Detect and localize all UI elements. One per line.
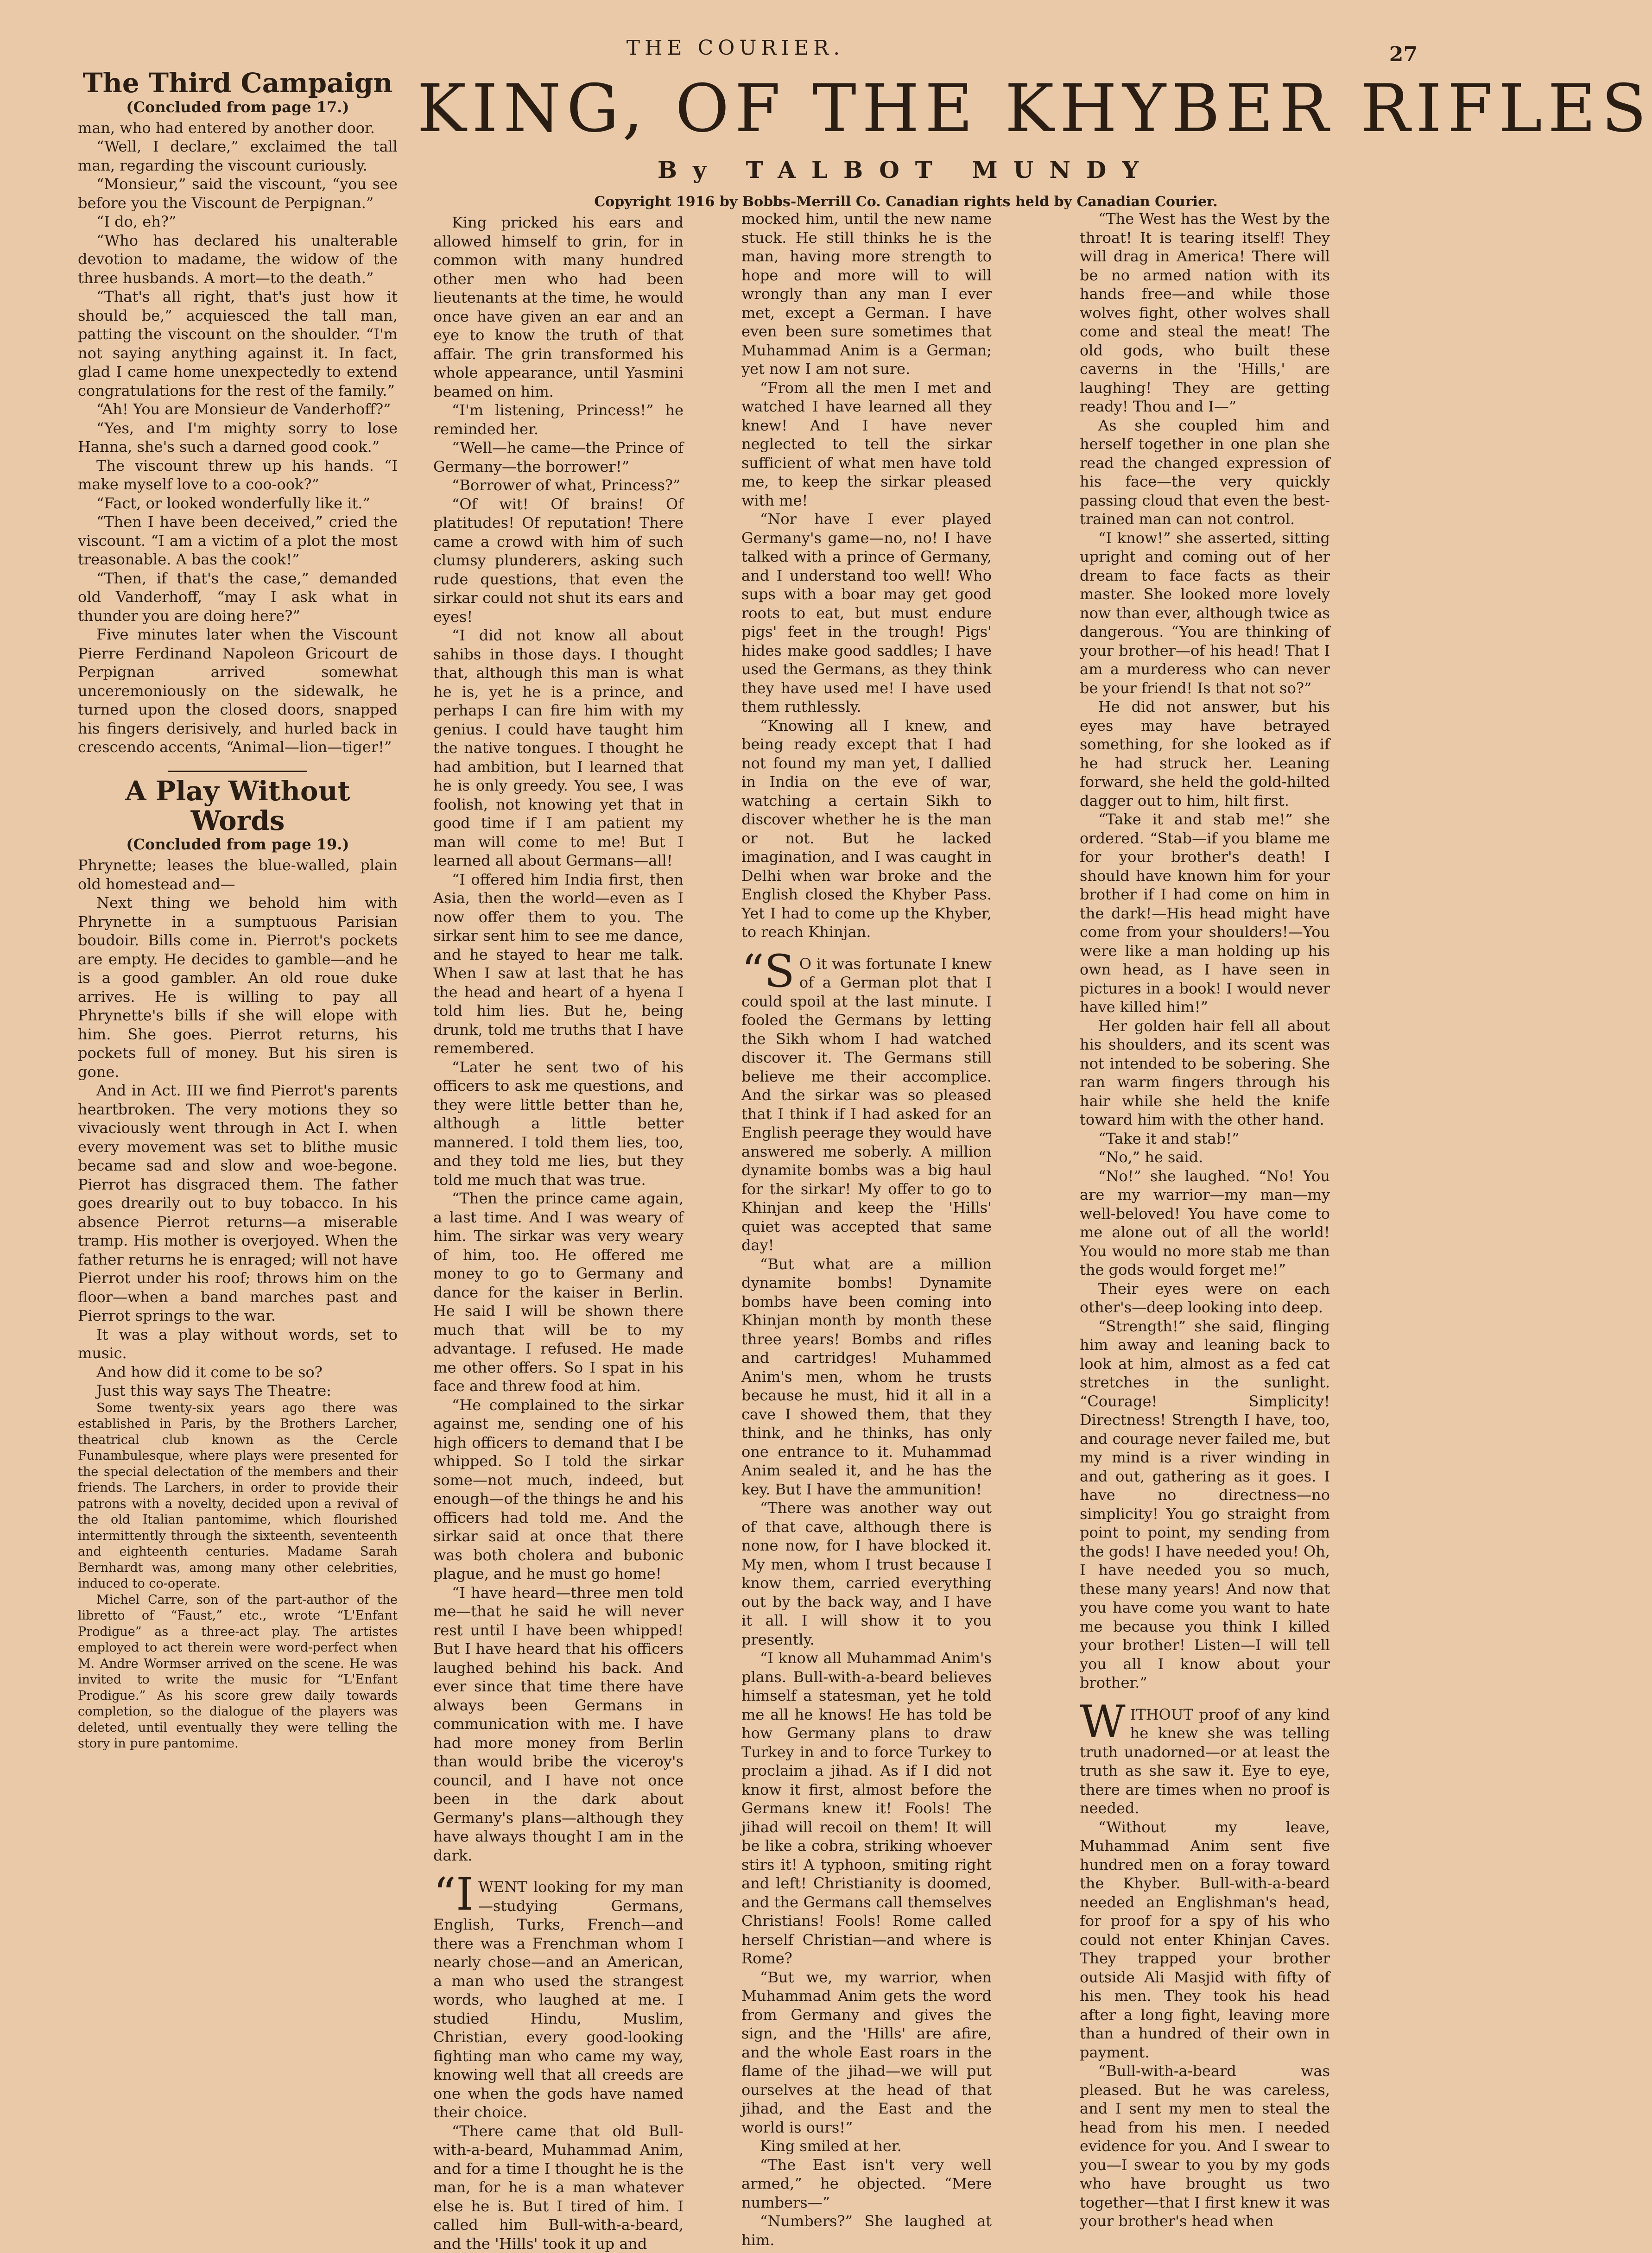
- paragraph: Just this way says The Theatre:: [78, 1381, 398, 1400]
- paragraph: “But we, my warrior, when Muhammad Anim gets the word from Germany and gives the sign, and the 'Hills' are afire, and the whole East roars in the flame of the jihad—we will put ourselves at the head of that jihad, and the East and the world is ours!”: [741, 1968, 992, 2137]
- paragraph: “Well—he came—the Prince of Germany—the borrower!”: [433, 438, 684, 476]
- left-column: [78, 69, 398, 1936]
- page-number: 27: [1389, 43, 1418, 66]
- paragraph: “I know all Muhammad Anim's plans. Bull-with-a-beard believes himself a statesman, yet he told me all he knows! He has told be how Germany plans to draw Turkey in and to force Turkey to proclaim a jihad. As if I did not know it first, almost before the Germans knew it! Fools! The jihad will recoil on them! It will be like a cobra, striking whoever stirs it! A typhoon, smiting right and left! Christianity is doomed, and the Germans call themselves Christians! Fools! Rome called herself Christian—and where is Rome?: [741, 1649, 992, 1968]
- paragraph: “No,” he said.: [1080, 1148, 1330, 1167]
- paragraph: “There came that old Bull-with-a-beard, Muhammad Anim, and for a time I thought he is the man, for he is a man whatever else he is. But I tired of him. I called him Bull-with-a-beard, and the 'Hills' took it up and: [433, 2122, 684, 2253]
- paragraph: “But what are a million dynamite bombs! Dynamite bombs have been coming into Khinjan month by month these three years! Bombs and rifles and cartridges! Muhammed Anim's men, whom he trusts because he must, hid it all in a cave I showed them, that they think, and he thinks, has only one entrance to it. Muhammad Anim sealed it, and he has the key. But I have the ammunition!: [741, 1255, 992, 1499]
- paragraph: “Monsieur,” said the viscount, “you see before you the Viscount de Perpignan.”: [78, 175, 398, 212]
- paragraph: The viscount threw up his hands. “I make myself love to a coo-ook?”: [78, 456, 398, 494]
- paragraph: “Later he sent two of his officers to ask me questions, and they were little better than he, although a little better mannered. I told them lies, too, and they told me lies, but they told me much that was true.: [433, 1058, 684, 1190]
- paragraph: “Nor have I ever played Germany's game—no, no! I have talked with a prince of Germany, and I understand too well! Who sups with a boar may get good roots to eat, but must endure pigs' feet in the trough! Pigs' hides make good saddles; I have used the Germans, as they think they have used me! I have used them ruthlessly.: [741, 510, 992, 716]
- paragraph: “Take it and stab me!” she ordered. “Stab—if you blame me for your brother's death! I should have known him for your brother if I had come on him in the dark!—His head might have come from your shoulders!—You were like a man holding up his own head, as I have seen in pictures in a book! I would never have killed him!”: [1080, 810, 1330, 1017]
- story-column-3: [1080, 209, 1330, 1931]
- paragraph: “That's all right, that's just how it should be,” acquiesced the tall man, patting the viscount on the shoulder. “I'm not saying anything against it. In fact, glad I came home unexpectedly to extend congratulations for the rest of the family.”: [78, 287, 398, 400]
- paragraph: “Bull-with-a-beard was pleased. But he was careless, and I sent my men to steal the head from his men. I needed evidence for you. And I swear to you—I swear to you by my gods who have brought us two together—that I first knew it was your brother's head when: [1080, 2062, 1330, 2231]
- note-paragraph: Michel Carre, son of the part-author of the libretto of “Faust,” etc., wrote “L'Enfant Prodigue” as a three-act play. The artistes employed to act therein were word-perfect when M. Andre Wormser arrived on the scene. He was invited to write the music for “L'Enfant Prodigue.” As his score grew daily towards completion, so the dialogue of the players was deleted, until eventually they were telling the story in pure pantomime.: [78, 1592, 398, 1752]
- drop-cap-paragraph: [433, 1878, 684, 2122]
- paragraph: He did not answer, but his eyes may have betrayed something, for she looked as if he had struck her. Leaning forward, she held the gold-hilted dagger out to him, hilt first.: [1080, 697, 1330, 810]
- note-paragraph: Some twenty-six years ago there was established in Paris, by the Brothers Larcher, theatrical club known as the Cercle Funambulesque, where plays were presented for the special delectation of the members and their friends. The Larchers, in order to provide their patrons with a novelty, decided upon a revival of the old Italian pantomime, which flourished intermittently through the sixteenth, seventeenth and eighteenth centuries. Madame Sarah Bernhardt was, among many other celebrities, induced to co-operate.: [78, 1400, 398, 1592]
- paragraph: “Strength!” she said, flinging him away and leaning back to look at him, almost as a fed cat stretches in the sunlight. “Courage! Simplicity! Directness! Strength I have, too, and courage never failed me, but my mind is a river winding in and out, gathering as it goes. I have no directness—no simplicity! You go straight from point to point, my sending from the gods! I have needed you! Oh, I have needed you so much, these many years! And now that you have come you want to hate me because you think I killed your brother! Listen—I will tell you all I know about your brother.”: [1080, 1317, 1330, 1692]
- paragraph: “The East isn't very well armed,” he objected. “Mere numbers—”: [741, 2156, 992, 2212]
- drop-cap-text: ITHOUT proof of any kind he knew she was telling truth unadorned—or at least the truth as she saw it. Eye to eye, there are times when no proof is needed.: [1080, 1706, 1330, 1817]
- paragraph: “Of wit! Of brains! Of platitudes! Of reputation! There came a crowd with him of such clumsy plunderers, asking such rude questions, that even the sirkar could not shut its ears and eyes!: [433, 495, 684, 627]
- paragraph: “I'm listening, Princess!” he reminded her.: [433, 401, 684, 438]
- paragraph: “Without my leave, Muhammad Anim sent five hundred men on a foray toward the Khyber. Bull-with-a-beard needed an Englishman's head, for proof for a spy of his who could not enter Khinjan Caves. They trapped your brother outside Ali Masjid with fifty of his men. They took his head after a long fight, leaving more than a hundred of their own in payment.: [1080, 1818, 1330, 2062]
- story-header: [417, 74, 1395, 210]
- paragraph: “Then the prince came again, a last time. And I was weary of him. The sirkar was very weary of him, too. He offered me money to go to Germany and dance for the kaiser in Berlin. He said I will be shown there much that will be to my advantage. I refused. He made me other offers. So I spat in his face and threw food at him.: [433, 1189, 684, 1396]
- paragraph: “Numbers?” She laughed at him.: [741, 2212, 992, 2249]
- story-column-1: [433, 213, 684, 1931]
- paragraph: “He complained to the sirkar against me, sending one of his high officers to demand that I be whipped. So I told the sirkar some—not much, indeed, but enough—of the things he and his officers had told me. And the sirkar said at once that there was both cholera and bubonic plague, and he must go home!: [433, 1396, 684, 1583]
- paragraph: Five minutes later when the Viscount Pierre Ferdinand Napoleon Gricourt de Perpignan arrived somewhat unceremoniously on the sidewalk, he turned upon the closed doors, snapped his fingers derisively, and hurled back in crescendo accents, “Animal—lion—tiger!”: [78, 625, 398, 757]
- paragraph: “Then, if that's the case,” demanded old Vanderhoff, “may I ask what in thunder you are doing here?”: [78, 569, 398, 626]
- paragraph: “From all the men I met and watched I have learned all they knew! And I have never neglected to tell the sirkar sufficient of what men have told me, to keep the sirkar pleased with me!: [741, 379, 992, 510]
- byline: By TALBOT MUNDY: [417, 156, 1395, 184]
- play-without-words-concluded: (Concluded from page 19.): [78, 835, 398, 853]
- copyright-notice: Copyright 1916 by Bobbs-Merrill Co. Canadian rights held by Canadian Courier.: [417, 194, 1395, 210]
- story-title: KING, OF THE KHYBER RIFLES: [417, 74, 1395, 143]
- drop-cap-text: O it was fortunate I knew of a German plot that I could spoil at the last minute. I fooled the Germans by letting the Sikh whom I had watched discover it. The Germans still believe me their accomplice. And the sirkar was so pleased that I think if I had asked for an English peerage they would have answered me soberly. A million dynamite bombs was a big haul for the sirkar! My offer to go to Khinjan and keep the 'Hills' quiet was accepted that same day!: [741, 955, 992, 1254]
- running-head: THE COURIER.: [0, 36, 1471, 60]
- story-column-2: [741, 209, 992, 1931]
- play-without-words-title: A Play Without Words: [78, 777, 398, 836]
- paragraph: And how did it come to be so?: [78, 1363, 398, 1382]
- paragraph: “Yes, and I'm mighty sorry to lose Hanna, she's such a darned good cook.”: [78, 419, 398, 456]
- paragraph: And in Act. III we find Pierrot's parents heartbroken. The very motions they so vivaciously went through in Act I. when every movement was set to blithe music became sad and slow and woe-begone. Pierrot has disgraced them. The father goes drearily out to buy tobacco. In his absence Pierrot returns—a miserable tramp. His mother is overjoyed. When the father returns he is enraged; will not have Pierrot under his roof; throws him on the floor—when a band marches past and Pierrot springs to the war.: [78, 1081, 398, 1325]
- drop-cap-text: WENT looking for my man—studying Germans, English, Turks, French—and there was a Frenchman whom I nearly chose—and an American, a man who used the strangest words, who laughed at me. I studied Hindu, Muslim, Christian, every good-looking fighting man who came my way, knowing well that all creeds are one when the gods have named their choice.: [433, 1878, 684, 2121]
- paragraph: “Ah! You are Monsieur de Vanderhoff?”: [78, 400, 398, 419]
- paragraph: “Then I have been deceived,” cried the viscount. “I am a victim of a plot the most treasonable. A bas the cook!”: [78, 513, 398, 569]
- paragraph: “Fact, or looked wonderfully like it.”: [78, 494, 398, 513]
- paragraph: As she coupled him and herself together in one plan she read the changed expression of his face—the very quickly passing cloud that even the best-trained man can not control.: [1080, 416, 1330, 529]
- paragraph: “I have heard—three men told me—that he said he will never rest until I have been whipped! But I have heard that his officers laughed behind his back. And ever since that time there have always been Germans in communication with me. I have had more money from Berlin than would bribe the viceroy's council, and I have not once been in the dark about Germany's plans—although they have always thought I am in the dark.: [433, 1583, 684, 1865]
- paragraph: “I know!” she asserted, sitting upright and coming out of her dream to face facts as their master. She looked more lovely now than ever, although twice as dangerous. “You are thinking of your brother—of his head! That I am a murderess who can never be your friend! Is that not so?”: [1080, 529, 1330, 698]
- paragraph: Phrynette; leases the blue-walled, plain old homestead and—: [78, 856, 398, 893]
- paragraph: Next thing we behold him with Phrynette in a sumptuous Parisian boudoir. Bills come in. Pierrot's pockets are empty. He decides to gamble—and he is a good gambler. An old roue duke arrives. He is willing to pay all Phrynette's bills if she will elope with him. She goes. Pierrot returns, his pockets full of money. But his siren is gone.: [78, 893, 398, 1081]
- paragraph: King smiled at her.: [741, 2137, 992, 2156]
- third-campaign-title: The Third Campaign: [78, 69, 398, 98]
- drop-cap: “I: [433, 1880, 474, 1908]
- paragraph: “There was another way out of that cave, although there is none now, for I have blocked it. My men, whom I trust because I know them, carried everything out by the back way, and I have it all. I will show it to you presently.: [741, 1499, 992, 1649]
- paragraph: “I do, eh?”: [78, 212, 398, 231]
- paragraph: King pricked his ears and allowed himself to grin, for in common with many hundred other men who had been lieutenants at the time, he would once have given an ear and an eye to know the truth of that affair. The grin transformed his whole appearance, until Yasmini beamed on him.: [433, 213, 684, 401]
- paragraph: Her golden hair fell all about his shoulders, and its scent was not intended to be sobering. She ran warm fingers through his hair while she held the knife toward him with the other hand.: [1080, 1017, 1330, 1129]
- drop-cap: “S: [741, 957, 795, 985]
- drop-cap-paragraph: [741, 955, 992, 1255]
- paragraph: “Who has declared his unalterable devotion to madame, the widow of the three husbands. A mort—to the death.”: [78, 231, 398, 288]
- section-divider: [168, 771, 307, 772]
- paragraph: “Borrower of what, Princess?”: [433, 476, 684, 495]
- drop-cap-paragraph: [1080, 1705, 1330, 1818]
- paragraph: It was a play without words, set to music.: [78, 1325, 398, 1363]
- paragraph: “I did not know all about sahibs in those days. I thought that, although this man is what he is, yet he is a prince, and perhaps I can fire him with my genius. I could have taught him the native tongues. I thought he had ambition, but I learned that he is only greedy. You see, I was foolish, not knowing yet that in good time if I am patient my man will come to me! But I learned all about Germans—all!: [433, 626, 684, 870]
- paragraph: “I offered him India first, then Asia, then the world—even as I now offer them to you. The sirkar sent him to see me dance, and he stayed to hear me talk. When I saw at last that he has the head and heart of a hyena I told him lies. But he, being drunk, told me truths that I have remembered.: [433, 870, 684, 1058]
- paragraph: “No!” she laughed. “No! You are my warrior—my man—my well-beloved! You have come to me alone out of all the world! You would no more stab me than the gods would forget me!”: [1080, 1167, 1330, 1279]
- third-campaign-concluded: (Concluded from page 17.): [78, 98, 398, 116]
- paragraph: “Knowing all I knew, and being ready except that I had not found my man yet, I dallied in India on the eve of war, watching a certain Sikh to discover whether he is the man or not. But he lacked imagination, and I was caught in Delhi when war broke and the English closed the Khyber Pass. Yet I had to come up the Khyber, to reach Khinjan.: [741, 716, 992, 942]
- paragraph: mocked him, until the new name stuck. He still thinks he is the man, having more strength to hope and more will to will wrongly than any man I ever met, except a German. I have even been sure sometimes that Muhammad Anim is a German; yet now I am not sure.: [741, 209, 992, 379]
- paragraph: “Well, I declare,” exclaimed the tall man, regarding the viscount curiously.: [78, 137, 398, 175]
- paragraph: “Take it and stab!”: [1080, 1129, 1330, 1148]
- drop-cap: W: [1080, 1708, 1126, 1736]
- paragraph: Their eyes were on each other's—deep looking into deep.: [1080, 1279, 1330, 1317]
- paragraph: “The West has the West by the throat! It is tearing itself! They will drag in America! There will be no armed nation with its hands free—and while those wolves fight, other wolves shall come and steal the meat! The old gods, who built these caverns in the 'Hills,' are laughing! They are getting ready! Thou and I—”: [1080, 209, 1330, 416]
- paragraph: man, who had entered by another door.: [78, 119, 398, 138]
